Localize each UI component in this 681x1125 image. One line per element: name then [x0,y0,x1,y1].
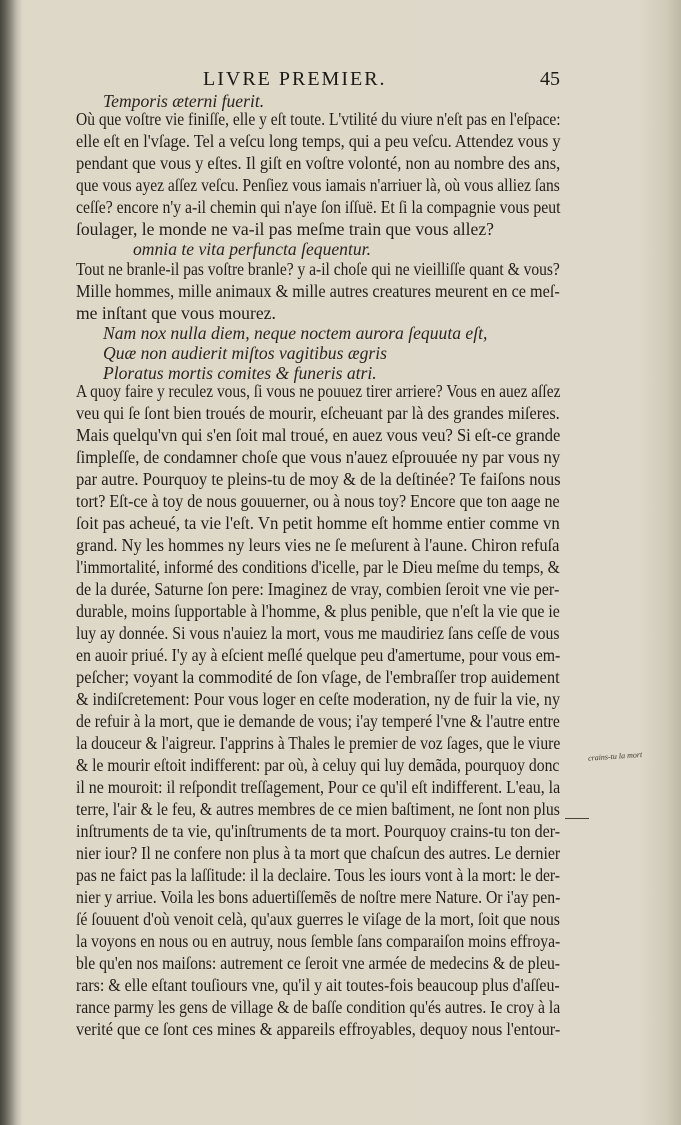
text-line: veu qui ſe ſont bien troués de mourir, eſcheuant par là des grandes miſeres. [76,403,560,423]
text-line: verité que ce ſont ces mines & appareils effroyables, dequoy nous l'entour- [76,1019,561,1039]
text-line: en auoir priué. I'y ay à eſcient meſlé quelque peu d'amertume, pour vous em- [76,645,561,665]
text-line: Tout ne branle-il pas voſtre branle? y a-il choſe qui ne vieilliſſe quant & vous? [76,259,560,279]
text-line: terre, l'air & le feu, & autres membres de ce mien baſtiment, ne ſont non plus [76,799,560,819]
text-line: que vous ayez aſſez veſcu. Penſiez vous iamais n'arriuer là, où vous alliez ſans [76,175,560,195]
text-line: rars: & elle eſtant touſiours vne, qu'il y ait toutes-fois beaucoup plus d'aſſeu- [76,975,560,995]
text-line: l'immortalité, informé des conditions d'icelle, par le Dieu meſme du temps, & [76,557,560,577]
latin-verse-line: Ploratus mortis comites & funeris atri. [103,363,377,383]
text-line: elle eſt en l'vſage. Tel a veſcu long temps, qui a peu veſcu. Attendez vous y [76,131,561,151]
text-line: la voyons en nous ou en autruy, nous ſemble ſans comparaiſon moins effroya- [76,931,561,951]
text-line: pendant que vous y eſtes. Il giſt en voſtre volonté, non au nombre des ans, [76,153,561,173]
text-line: ceſſe? encore n'y a-il chemin qui n'aye ſon iſſuë. Et ſi la compagnie vous peut [76,197,561,217]
latin-verse-line: Quæ non audierit miſtos vagitibus ægris [103,343,387,363]
text-line: ſoit pas acheué, ta vie l'eſt. Vn petit homme eſt homme entier comme vn [76,513,560,533]
text-line: Où que voſtre vie finiſſe, elle y eſt toute. L'vtilité du viure n'eſt pas en l'eſpace: [76,109,561,129]
text-line: Mais quelqu'vn qui s'en ſoit mal troué, en auez vous veu? Si eſt-ce grande [76,425,561,445]
handwritten-margin-note: crains-tu la mort [587,749,643,763]
text-line: nier iour? Il ne confere non plus à ta mort que chaſcun des autres. Le dernier [76,843,561,863]
text-line: ſoulager, le monde ne va-il pas meſme train que vous allez? [76,219,494,239]
text-line: inſtruments de ta vie, qu'inſtruments de ta mort. Pourquoy crains-tu ton der- [76,821,561,841]
text-line: pas ne faict pas la laſſitude: il la declaire. Tous les iours vont à la mort: le der- [76,865,560,885]
margin-mark [565,818,589,819]
latin-verse-line: Temporis æterni fuerit. [103,91,265,111]
text-line: luy ay donnée. Si vous n'auiez la mort, vous me maudiriez ſans ceſſe de vous [76,623,560,643]
text-line: par autre. Pourquoy te pleins-tu de moy & de la deſtinée? Te faiſons nous [76,469,561,489]
latin-verse-line: Nam nox nulla diem, neque noctem aurora ſequuta eſt, [103,323,488,343]
text-line: & le mourir eſtoit indifferent: par où, à celuy qui luy demãda, pourquoy donc [76,755,560,775]
text-line: la douceur & l'aigreur. I'apprins à Thales le premier de voz ſages, que le viure [76,733,561,753]
text-line: nier y arriue. Voila les bons aduertiſſemẽs de noſtre mere Nature. Or i'ay pen- [76,887,561,907]
text-line: me inſtant que vous mourez. [76,303,276,323]
text-line: & indiſcretement: Pour vous loger en ceſte moderation, ny de fuir la vie, ny [76,689,560,709]
text-line: de refuir à la mort, que ie demande de vous; i'ay temperé l'vne & l'autre entre [76,711,560,731]
text-line: rance parmy les gens de village & de baſſe condition qu'és autres. Ie croy à la [76,997,561,1017]
text-line: durable, moins ſupportable à l'homme, & plus penible, que n'eſt la vie que ie [76,601,560,621]
text-line: ſé ſouuent d'où venoit celà, qu'aux guerres le viſage de la mort, ſoit que nous [76,909,560,929]
running-title: LIVRE PREMIER. [203,68,387,90]
page-number: 45 [540,68,560,90]
latin-verse-line: omnia te vita perfuncta ſequentur. [133,239,371,259]
text-line: grand. Ny les hommes ny leurs vies ne ſe meſurent à l'aune. Chiron refuſa [76,535,560,555]
text-line: il ne mouroit: il reſpondit treſſagement, Pour ce qu'il eſt indifferent. L'eau, la [76,777,561,797]
text-line: de la durée, Saturne ſon pere: Imaginez de vray, combien ſeroit vne vie per- [76,579,560,599]
text-line: ble qu'en nos maiſons: autrement ce ſeroit vne armée de medecins & de pleu- [76,953,561,973]
text-line: A quoy faire y reculez vous, ſi vous ne pouuez tirer arriere? Vous en auez aſſez [76,381,561,401]
text-line: peſcher; voyant la commodité de ſon vſage, de l'embraſſer trop auidement [76,667,560,687]
text-line: ſimpleſſe, de condamner choſe que vous n'auez eſprouuée ny par vous ny [76,447,561,467]
text-line: Mille hommes, mille animaux & mille autres creatures meurent en ce meſ- [76,281,560,301]
text-line: tort? Eſt-ce à toy de nous gouuerner, ou à nous toy? Encore que ton aage ne [76,491,560,511]
